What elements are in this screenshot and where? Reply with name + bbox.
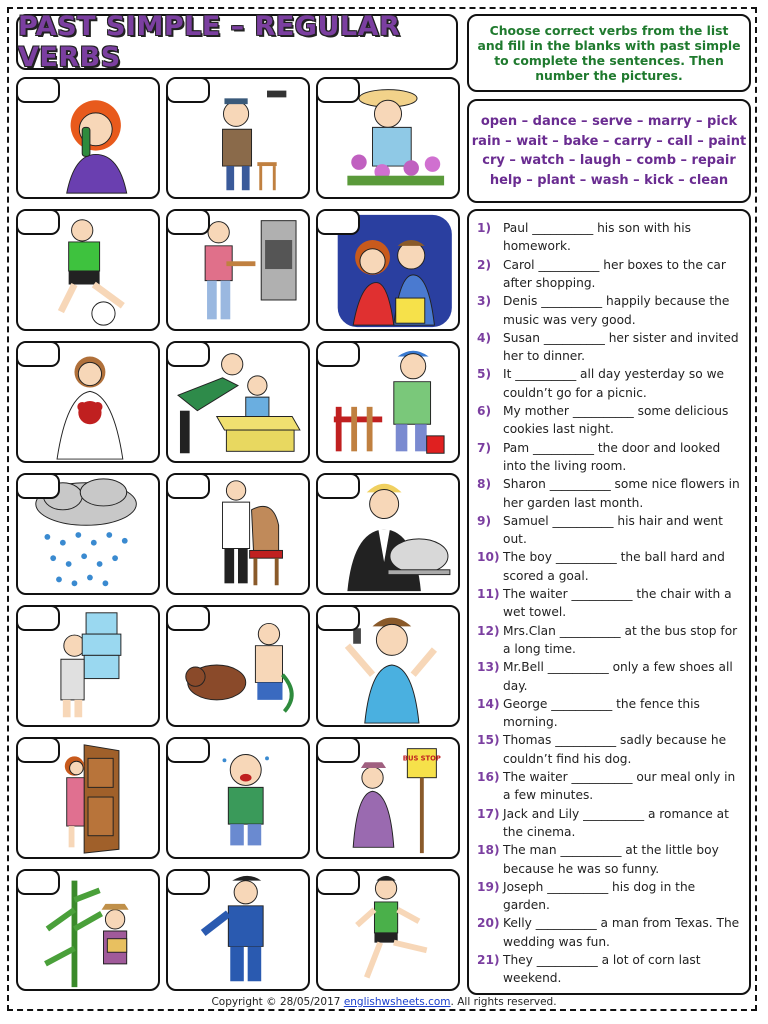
sentence-item: [477, 329, 741, 366]
picture-number-box[interactable]: [16, 473, 60, 499]
picture-kick: [16, 209, 160, 331]
sentence-text[interactable]: It __________ all day yesterday so we couldn’t go for a picnic.: [503, 367, 725, 400]
picture-help: [166, 341, 310, 463]
sentence-text[interactable]: Mr.Bell __________ only a few shoes all day.: [503, 660, 733, 693]
sentence-text[interactable]: Jack and Lily __________ a romance at the cinema.: [503, 806, 729, 839]
picture-number-box[interactable]: [166, 605, 210, 631]
instructions-box: [467, 14, 751, 92]
sentence-item: [477, 365, 741, 402]
picture-carry: [16, 605, 160, 727]
sentence-item: [477, 951, 741, 988]
sentence-text[interactable]: The waiter __________ our meal only in a few minutes.: [503, 769, 736, 803]
sentence-number: 13): [477, 660, 500, 675]
sentence-text[interactable]: Carol __________ her boxes to the car after shopping.: [503, 257, 726, 290]
sentence-text[interactable]: Susan __________ her sister and invited her to dinner.: [503, 330, 739, 364]
picture-number-box[interactable]: [166, 473, 210, 499]
sentence-number: 20): [477, 916, 500, 931]
sentence-text[interactable]: Denis __________ happily because the music was very good.: [503, 294, 730, 327]
sentence-item: [477, 219, 741, 256]
sentence-item: [477, 402, 741, 439]
sentence-text[interactable]: The man __________ at the little boy because he was so funny.: [503, 843, 719, 876]
sentence-text[interactable]: Mrs.Clan __________ at the bus stop for a long time.: [503, 623, 738, 656]
sentence-number: 19): [477, 879, 500, 894]
picture-marry: [16, 341, 160, 463]
sentence-text[interactable]: Sharon __________ some nice flowers in her garden last month.: [503, 477, 740, 510]
picture-number-box[interactable]: [16, 869, 60, 895]
sentence-item: [477, 731, 741, 768]
sentence-item: [477, 695, 741, 732]
picture-pick: [16, 869, 160, 991]
copyright-prefix: Copyright © 28/05/2017: [211, 996, 344, 1008]
picture-rain: [16, 473, 160, 595]
picture-laugh: [316, 605, 460, 727]
picture-number-box[interactable]: [316, 605, 360, 631]
picture-clean: [166, 473, 310, 595]
sentence-number: 14): [477, 696, 500, 711]
picture-number-box[interactable]: [316, 473, 360, 499]
sentence-text[interactable]: They __________ a lot of corn last weekend.: [503, 952, 701, 986]
sentence-item: [477, 439, 741, 476]
picture-number-box[interactable]: [316, 209, 360, 235]
sentence-item: [477, 878, 741, 915]
picture-number-box[interactable]: [316, 77, 360, 103]
picture-plant: [316, 77, 460, 199]
sentence-item: [477, 658, 741, 695]
verb-list-line: rain – wait – bake – carry – call – paint: [471, 133, 747, 149]
sentence-item: [477, 512, 741, 549]
sentence-text[interactable]: Paul __________ his son with his homework.: [503, 221, 691, 254]
sentence-text[interactable]: Pam __________ the door and looked into the living room.: [503, 440, 721, 473]
sentence-text[interactable]: The waiter __________ the chair with a wet towel.: [503, 586, 732, 620]
sentence-number: 15): [477, 733, 500, 748]
sentences-box: [467, 209, 751, 995]
sentence-number: 3): [477, 294, 492, 309]
picture-repair: [166, 77, 310, 199]
verb-list-line: help – plant – wash – kick – clean: [489, 172, 729, 188]
sentence-number: 21): [477, 952, 500, 967]
sentence-text[interactable]: Samuel __________ his hair and went out.: [503, 513, 723, 547]
picture-number-box[interactable]: [316, 737, 360, 763]
sentence-text[interactable]: George __________ the fence this morning.: [503, 696, 700, 730]
sentence-number: 6): [477, 403, 492, 418]
picture-number-box[interactable]: [166, 209, 210, 235]
sentence-text[interactable]: My mother __________ some delicious cookies last night.: [503, 403, 729, 437]
picture-dance: [316, 869, 460, 991]
sentence-item: [477, 914, 741, 951]
picture-serve: [316, 473, 460, 595]
picture-call: [16, 77, 160, 199]
picture-number-box[interactable]: [316, 341, 360, 367]
sentence-number: 11): [477, 586, 500, 601]
picture-wash: [166, 605, 310, 727]
copyright-footer: [0, 996, 768, 1008]
picture-number-box[interactable]: [16, 605, 60, 631]
picture-romance: [316, 209, 460, 331]
sentence-text[interactable]: Thomas __________ sadly because he couldn’t find his dog.: [503, 733, 727, 766]
sentence-number: 9): [477, 513, 492, 528]
verb-list-line: open – dance – serve – marry – pick: [480, 114, 738, 129]
sentence-item: [477, 805, 741, 842]
sentence-item: [477, 292, 741, 329]
picture-cry: [166, 737, 310, 859]
picture-open: [16, 737, 160, 859]
picture-bake: [166, 209, 310, 331]
sentence-number: 16): [477, 769, 500, 784]
picture-number-box[interactable]: [16, 209, 60, 235]
picture-number-box[interactable]: [16, 77, 60, 103]
copyright-suffix: . All rights reserved.: [450, 996, 557, 1008]
sentence-item: [477, 585, 741, 622]
sentence-item: [477, 768, 741, 805]
picture-number-box[interactable]: [166, 737, 210, 763]
picture-number-box[interactable]: [166, 341, 210, 367]
picture-number-box[interactable]: [16, 737, 60, 763]
picture-wait: [316, 737, 460, 859]
sentence-text[interactable]: Joseph __________ his dog in the garden.: [503, 879, 696, 913]
sentence-item: [477, 475, 741, 512]
sentence-item: [477, 622, 741, 659]
sentence-item: [477, 841, 741, 878]
instructions-text: Choose correct verbs from the list and fill in the blanks with past simple to complete the sentences. Then number the pictures.: [477, 23, 741, 83]
sentence-number: 18): [477, 843, 500, 858]
sentence-number: 10): [477, 550, 500, 565]
sentence-number: 17): [477, 806, 500, 821]
picture-paint: [316, 341, 460, 463]
site-link[interactable]: englishwsheets.com: [343, 996, 451, 1008]
picture-number-box[interactable]: [316, 869, 360, 895]
sentence-text[interactable]: Kelly __________ a man from Texas. The wedding was fun.: [503, 916, 740, 949]
picture-number-box[interactable]: [16, 341, 60, 367]
page-title: PAST SIMPLE – REGULAR VERBS: [18, 11, 401, 73]
sentence-item: [477, 256, 741, 293]
picture-watch: [166, 869, 310, 991]
sentence-number: 12): [477, 623, 500, 638]
picture-number-box[interactable]: [166, 77, 210, 103]
sentence-number: 2): [477, 257, 492, 272]
verb-list-line: cry – watch – laugh – comb – repair: [482, 153, 736, 168]
picture-number-box[interactable]: [166, 869, 210, 895]
sentence-number: 7): [477, 440, 492, 455]
title-box: [16, 11, 458, 73]
sentence-text[interactable]: The boy __________ the ball hard and scored a goal.: [503, 550, 725, 583]
sentence-number: 8): [477, 477, 492, 492]
sentence-number: 1): [477, 221, 492, 235]
verb-list-box: [467, 99, 751, 203]
sentence-number: 5): [477, 367, 492, 382]
sentence-number: 4): [477, 330, 492, 345]
bus-stop-sign-text: BUS STOP: [402, 754, 441, 763]
sentence-item: [477, 548, 741, 585]
